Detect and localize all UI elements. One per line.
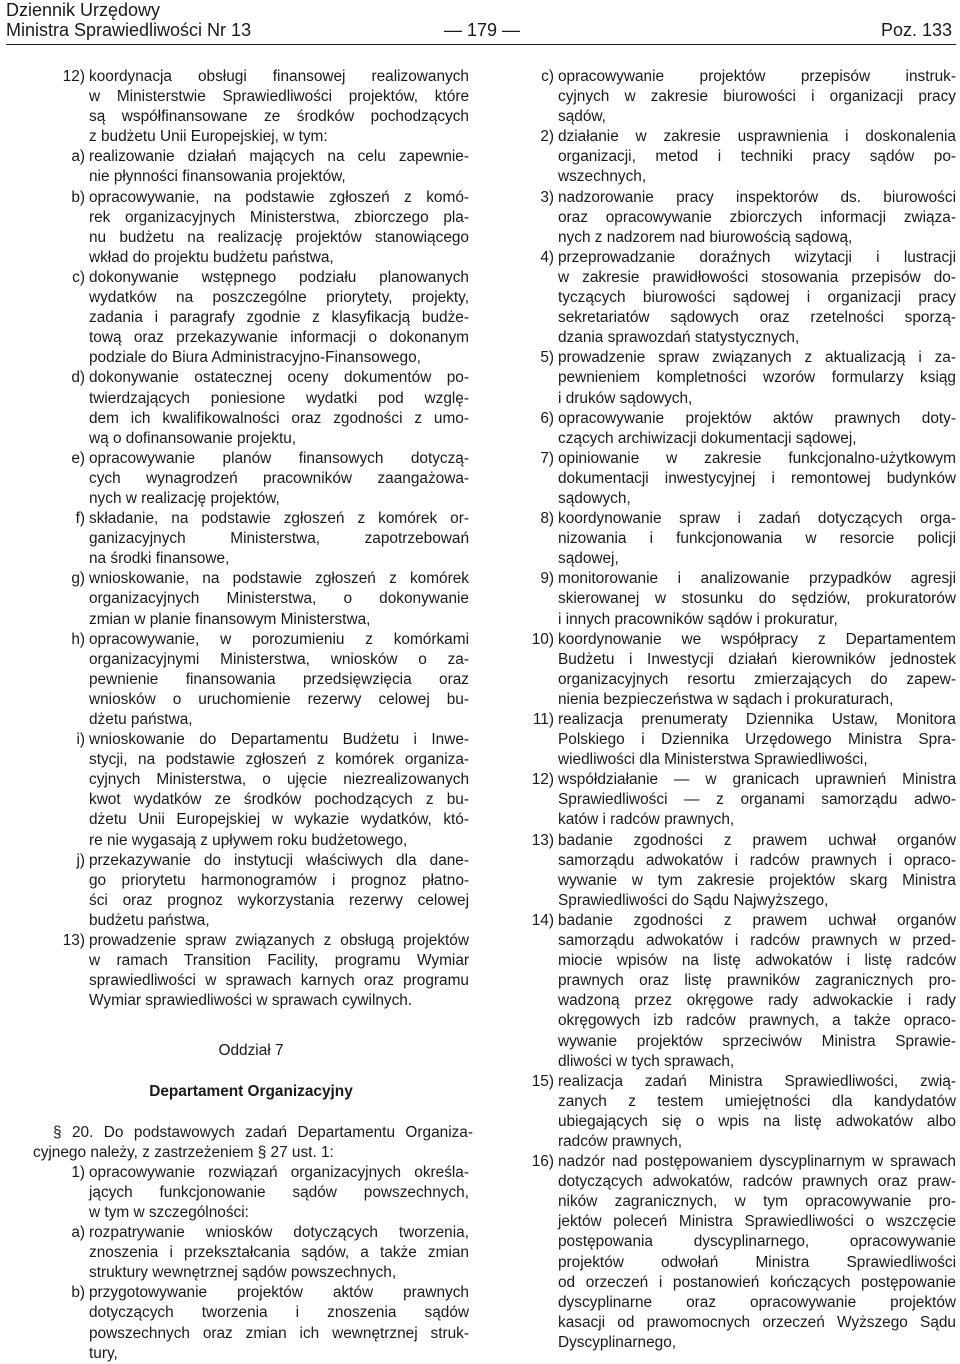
- item-marker: f): [75, 510, 85, 528]
- text-line: § 20. Do podstawowych zadań Departamentu Organiza-: [53, 1123, 473, 1141]
- text-line: okręgowych izb radców prawnych, a także opraco-: [558, 1012, 956, 1030]
- item-marker: 10): [531, 630, 554, 648]
- text-line: wnioskowanie do Departamentu Budżetu i Inwe-: [89, 731, 469, 749]
- item-marker: 13): [62, 932, 85, 950]
- text-line: radców prawnych,: [558, 1132, 683, 1150]
- text-line: jących funkcjonowanie sądów powszechnych,: [89, 1183, 469, 1201]
- item-marker: e): [71, 449, 85, 467]
- text-line: w tym w szczególności:: [89, 1203, 249, 1221]
- list-item: [520, 449, 956, 509]
- text-line: opracowywanie projektów aktów prawnych doty-: [558, 409, 956, 427]
- text-line: dem ich kwalifikowalności oraz zgodności z umo-: [89, 409, 469, 427]
- item-marker: 2): [540, 128, 554, 146]
- item-marker: 6): [540, 409, 554, 427]
- item-marker: 13): [531, 831, 554, 849]
- text-line: pewnienie finansowania przedsięwzięcia oraz: [89, 670, 469, 688]
- header-rule: [6, 44, 956, 45]
- text-line: wnioskowanie, na podstawie zgłoszeń z komórek: [89, 570, 469, 588]
- item-marker: i): [76, 731, 85, 749]
- text-line: ubiegających się o wpis na listę adwokatów albo: [558, 1112, 956, 1130]
- text-line: nizowania i funkcjonowania w resorcie policji: [558, 530, 956, 548]
- list-item: [520, 831, 956, 911]
- text-line: organizacyjnych resortu zmierzających do zapew-: [558, 670, 956, 688]
- text-line: przygotowywanie projektów aktów prawnych: [89, 1284, 469, 1302]
- list-item: [33, 730, 469, 851]
- text-line: wą o dofinansowanie projektu,: [89, 429, 297, 447]
- text-line: oraz opracowywanie zbiorczych informacji związa-: [558, 208, 956, 226]
- list-item: [520, 911, 956, 1072]
- text-line: dzania sprawozdań statystycznych,: [558, 329, 800, 347]
- text-line: na środki finansowe,: [89, 550, 230, 568]
- text-line: nie płynności finansowania projektów,: [89, 168, 346, 186]
- text-line: realizacja zadań Ministra Sprawiedliwości, zwią-: [558, 1072, 956, 1090]
- text-line: dżetu Unii Europejskiej w wykazie wydatków, któ-: [89, 811, 469, 829]
- list-item: [33, 147, 469, 187]
- text-line: sekretariatów sądowych oraz rzetelności sporzą-: [558, 309, 956, 327]
- text-line: ści oraz prognoz wykorzystania rezerwy celowej: [89, 891, 469, 909]
- text-line: tury,: [89, 1344, 118, 1362]
- text-line: kasacji od prawomocnych orzeczeń Wyższego Sądu: [558, 1313, 956, 1331]
- text-line: dliwości w tych sprawach,: [558, 1052, 735, 1070]
- item-marker: 12): [531, 771, 554, 789]
- text-line: badanie zgodności z prawem uchwał organów: [558, 911, 956, 929]
- text-line: Sprawiedliwości do Sądu Najwyższego,: [558, 891, 829, 909]
- list-item: [520, 409, 956, 449]
- text-line: dokonywanie ostatecznej oceny dokumentów po-: [89, 369, 469, 387]
- text-line: dżetu państwa,: [89, 711, 193, 728]
- text-line: wniosków o uruchomienie rezerwy celowej bu-: [89, 690, 469, 708]
- list-item: [520, 348, 956, 408]
- list-item: [33, 630, 469, 730]
- item-marker: 11): [532, 711, 554, 728]
- text-line: zadania i paragrafy zgodnie z klasyfikacją budże-: [89, 309, 469, 327]
- text-line: ganizacyjnych Ministerstwa, zapotrzebowań: [89, 530, 469, 548]
- text-line: czących archiwizacji dokumentacji sądowej,: [558, 429, 857, 447]
- list-item: [520, 770, 956, 830]
- text-line: nu budżetu na realizację projektów stanowiącego: [89, 228, 469, 246]
- item-marker: 3): [540, 188, 554, 206]
- item-marker: a): [71, 148, 85, 166]
- text-line: koordynowanie spraw i zadań dotyczących orga-: [558, 510, 956, 528]
- text-line: organizacyjnych Ministerstwa, o dokonywanie: [89, 590, 469, 608]
- text-line: miocie wpisów na listę adwokatów i listę radców: [558, 952, 956, 970]
- text-line: wywanie projektów sprzeciwów Ministra Sprawie-: [558, 1032, 956, 1050]
- sub-list-1: [33, 1223, 469, 1364]
- text-line: opiniowanie w zakresie funkcjonalno-użytkowym: [558, 449, 956, 467]
- journal-title-block: [6, 0, 251, 40]
- right-column: [520, 67, 956, 1353]
- item-marker: 15): [531, 1072, 554, 1090]
- text-line: monitorowanie i analizowanie przypadków agresji: [558, 570, 956, 588]
- text-line: budżetu państwa,: [89, 911, 210, 929]
- item-marker: b): [71, 1284, 85, 1302]
- paragraph-20: [33, 1123, 473, 1163]
- list-item-c: [520, 67, 956, 127]
- text-line: prowadzenie spraw związanych z obsługą projektów: [89, 932, 469, 950]
- text-line: w ramach Transition Facility, programu Wymiar: [89, 952, 469, 970]
- text-line: realizowanie działań mających na celu zapewnie-: [89, 148, 469, 166]
- text-line: Polskiego i Dziennika Urzędowego Ministra Spra-: [558, 731, 956, 749]
- text-line: z budżetu Unii Europejskiej, w tym:: [89, 128, 328, 146]
- text-line: wiedliwości dla Ministerstwa Sprawiedliwości,: [558, 751, 868, 769]
- text-line: dokumentacji inwestycyjnej i remontowej budynków: [558, 469, 956, 487]
- text-line: wywanie w tym zakresie projektów skarg Ministra: [558, 871, 956, 889]
- section-heading: Oddział 7: [218, 1042, 284, 1060]
- text-line: jektów poleceń Ministra Sprawiedliwości o wszczęcie: [558, 1213, 956, 1231]
- right-list: [520, 127, 956, 1353]
- text-line: opracowywanie, w porozumieniu z komórkami: [89, 630, 469, 648]
- list-item: [520, 248, 956, 348]
- list-item: [520, 1072, 956, 1152]
- text-line: i druków sądowych,: [558, 389, 693, 407]
- item-marker: c): [72, 268, 85, 286]
- text-line: organizacji, metod i techniki pracy sądów po-: [558, 148, 956, 166]
- list-item: [520, 630, 956, 710]
- text-line: sprawiedliwości w sprawach karnych oraz programu: [89, 972, 469, 990]
- page-number: — 179 —: [444, 20, 521, 40]
- text-line: samorządu adwokatów i radców prawnych w przed-: [558, 932, 956, 950]
- text-line: kwot wydatków ze środków pochodzących z bu-: [89, 791, 469, 809]
- text-line: cych wynagrodzeń pracowników zaangażowa-: [89, 469, 469, 487]
- text-line: wadzoną przez okręgowe rady adwokackie i rady: [558, 992, 956, 1010]
- list-item: [520, 188, 956, 248]
- text-line: dotyczących tworzenia i znoszenia sądów: [89, 1304, 469, 1322]
- item-marker: 8): [540, 510, 554, 528]
- text-line: w Ministerstwie Sprawiedliwości projektów, które: [89, 88, 469, 106]
- text-line: sądowej,: [558, 550, 619, 568]
- item-marker: 14): [531, 911, 554, 929]
- text-line: sądowych,: [558, 489, 631, 507]
- text-line: przekazywanie do instytucji właściwych dla dane-: [89, 851, 469, 869]
- list-item: [33, 268, 469, 368]
- text-line: składanie, na podstawie zgłoszeń z komórek or-: [89, 510, 469, 528]
- list-item: [33, 449, 469, 509]
- list-item-13: [33, 931, 469, 1011]
- text-line: dyscyplinarne oraz opracowywanie projektów: [558, 1293, 956, 1311]
- text-line: nych w realizację projektów,: [89, 489, 280, 507]
- text-line: badanie zgodności z prawem uchwał organów: [558, 831, 956, 849]
- text-line: nych z nadzorem nad biurowością sądową,: [558, 228, 853, 246]
- journal-name: Dziennik Urzędowy: [6, 0, 161, 20]
- text-line: znoszenia i przekształcania sądów, a także zmian: [89, 1244, 469, 1262]
- list-item-12: [33, 67, 469, 147]
- text-line: tyczących biurowości sądowej i organizacji pracy: [558, 289, 956, 307]
- text-line: prawnych oraz listę prawników zagranicznych pro-: [558, 972, 956, 990]
- list-item: [33, 188, 469, 268]
- list-item: [33, 509, 469, 569]
- text-line: działanie w zakresie usprawnienia i doskonalenia: [558, 128, 956, 146]
- text-line: Dyscyplinarnego,: [558, 1333, 677, 1351]
- text-line: struktury wewnętrznej sądów powszechnych,: [89, 1264, 397, 1282]
- item-marker: 16): [531, 1153, 554, 1171]
- list-item: [33, 851, 469, 931]
- text-line: cyjnych w zakresie biurowości i organizacji pracy: [558, 88, 956, 106]
- text-line: nadzorowanie pracy inspektorów ds. biurowości: [558, 188, 956, 206]
- text-line: Wymiar sprawiedliwości w sprawach cywilnych.: [89, 992, 413, 1010]
- text-line: koordynacja obsługi finansowej realizowanych: [89, 68, 469, 85]
- text-line: w zakresie prawidłowości stosowania przepisów do-: [558, 268, 956, 286]
- list-item: [33, 569, 469, 629]
- text-line: projektów odwołań Ministra Sprawiedliwości: [558, 1253, 956, 1271]
- list-item: [520, 127, 956, 187]
- text-line: pewnieniem kompletności wzorów formularzy ksiąg: [558, 369, 956, 387]
- text-line: Budżetu i Inwestycji działań kierowników jednostek: [558, 650, 956, 668]
- text-line: opracowywanie, na podstawie zgłoszeń z komó-: [89, 188, 469, 206]
- list-item: [520, 710, 956, 770]
- item-marker: g): [71, 570, 85, 588]
- page-header: [6, 0, 956, 44]
- text-line: powszechnych oraz zmian ich wewnętrznej struk-: [89, 1324, 469, 1342]
- text-line: zmian w planie finansowym Ministerstwa,: [89, 610, 371, 628]
- text-line: prowadzenie spraw związanych z aktualizacją i za-: [558, 349, 956, 367]
- sub-list-12: [33, 147, 469, 931]
- item-marker: 12): [62, 68, 85, 85]
- text-line: go priorytetu harmonogramów i prognoz płatno-: [89, 871, 469, 889]
- list-item: [33, 368, 469, 448]
- item-marker: b): [71, 188, 85, 206]
- text-line: skierowanej w stosunku do sędziów, prokuratorów: [558, 590, 956, 608]
- text-line: rozpatrywanie wniosków dotyczących tworzenia,: [89, 1224, 469, 1242]
- text-line: przeprowadzanie doraźnych wizytacji i lustracji: [558, 248, 956, 266]
- text-line: Sprawiedliwości — z organami samorządu adwo-: [558, 791, 956, 809]
- text-line: cyjnego należy, z zastrzeżeniem § 27 ust. 1:: [33, 1143, 334, 1161]
- text-line: i innych pracowników sądów i prokuratur,: [558, 610, 838, 628]
- text-line: nienia bezpieczeństwa w sądach i prokuraturach,: [558, 690, 894, 708]
- item-marker: 1): [71, 1163, 85, 1181]
- item-marker: 5): [540, 349, 554, 367]
- text-line: są współfinansowane ze środków pochodzących: [89, 108, 469, 126]
- left-column: [33, 67, 473, 1364]
- text-line: samorządu adwokatów i radców prawnych i opraco-: [558, 851, 956, 869]
- text-line: wydatków na poszczególne priorytety, projekty,: [89, 289, 469, 307]
- text-line: katów i radców prawnych,: [558, 811, 735, 829]
- text-line: tową oraz przekazywanie informacji o dokonanym: [89, 329, 469, 347]
- list-item: [520, 509, 956, 569]
- text-line: podziale do Biura Administracyjno-Finansowego,: [89, 349, 421, 367]
- text-line: postępowania dyscyplinarnego, opracowywanie: [558, 1233, 956, 1251]
- text-line: od orzeczeń i postanowień kończących postępowanie: [558, 1273, 956, 1291]
- text-line: koordynowanie we współpracy z Departamentem: [558, 630, 956, 648]
- position-number: Poz. 133: [880, 20, 952, 40]
- text-line: opracowywanie planów finansowych dotyczą-: [89, 449, 469, 467]
- item-marker: j): [76, 851, 85, 869]
- item-marker: c): [541, 68, 554, 85]
- ministry-issue: Ministra Sprawiedliwości Nr 13: [6, 20, 252, 40]
- text-line: organizacyjnymi Ministerstwa, wniosków o za-: [89, 650, 469, 668]
- section-title: Departament Organizacyjny: [149, 1082, 353, 1100]
- text-line: sądów,: [558, 108, 606, 126]
- item-marker: 4): [540, 248, 554, 266]
- text-line: stycji, na podstawie zgłoszeń z komórek organiza-: [89, 751, 469, 769]
- text-line: dotyczących adwokatów, radców prawnych oraz praw-: [558, 1173, 956, 1191]
- text-line: ników zagranicznych, w tym opracowywanie pro-: [558, 1193, 956, 1211]
- text-line: dokonywanie wstępnego podziału planowanych: [89, 268, 469, 286]
- text-line: realizacja prenumeraty Dziennika Ustaw, Monitora: [558, 711, 956, 728]
- text-line: twierdzających poniesione wydatki pod wzglę-: [89, 389, 469, 407]
- text-line: zanych z testem umiejętności dla kandydatów: [558, 1092, 956, 1110]
- item-marker: h): [71, 630, 85, 648]
- text-line: opracowywanie projektów przepisów instruk-: [558, 68, 956, 85]
- list-item: [33, 1223, 469, 1283]
- text-line: nadzór nad postępowaniem dyscyplinarnym w sprawach: [558, 1153, 956, 1171]
- text-line: wkład do projektu budżetu państwa,: [89, 248, 334, 266]
- text-line: cyjnych Ministerstwa, o ujęcie niezrealizowanych: [89, 771, 469, 789]
- text-line: opracowywanie rozwiązań organizacyjnych określa-: [89, 1163, 469, 1181]
- item-marker: 9): [540, 570, 554, 588]
- item-marker: d): [71, 369, 85, 387]
- list-item: [520, 569, 956, 629]
- text-line: rek organizacyjnych Ministerstwa, zbiorczego pla-: [89, 208, 469, 226]
- list-item: [520, 1152, 956, 1353]
- text-line: współdziałanie — w granicach uprawnień Ministra: [558, 771, 956, 789]
- text-line: wszechnych,: [558, 168, 647, 186]
- list-item-1: [33, 1163, 469, 1223]
- text-line: re nie wygasają z upływem roku budżetowego,: [89, 831, 408, 849]
- item-marker: a): [71, 1224, 85, 1242]
- item-marker: 7): [540, 449, 554, 467]
